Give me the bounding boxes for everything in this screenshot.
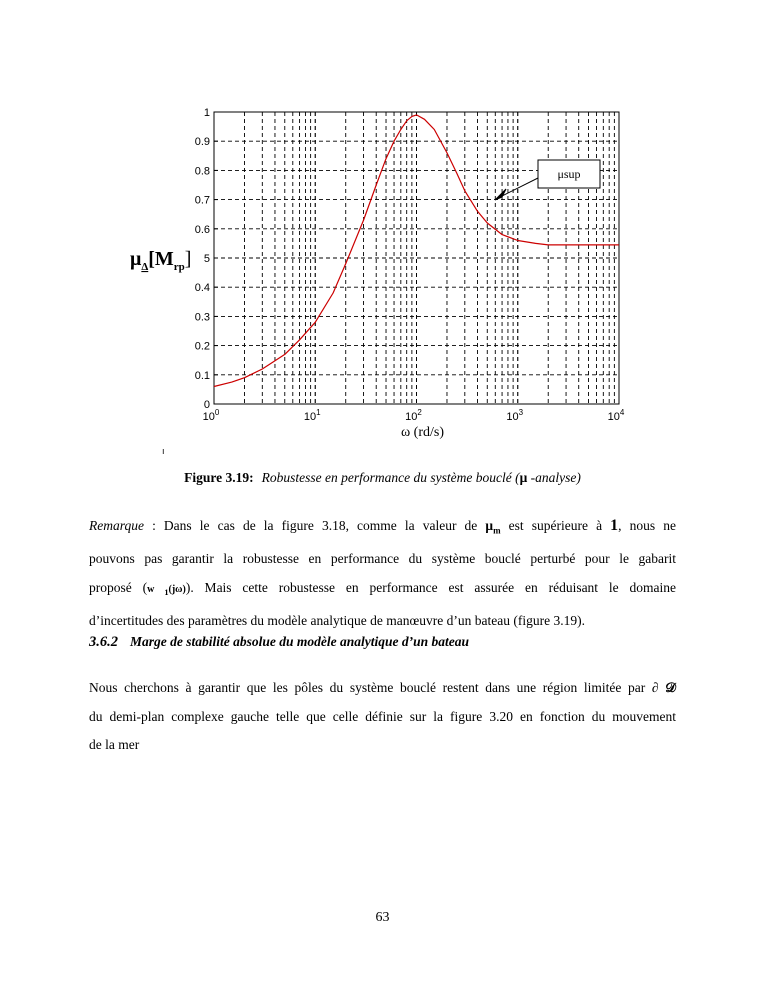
remark-line-1 <box>89 512 676 545</box>
stray-mark: ı <box>162 446 165 456</box>
figure-3-19 <box>120 100 660 460</box>
mu-symbol: μ <box>485 518 494 533</box>
w-subscript: 1 <box>164 587 169 597</box>
x-tick-label: $10^4$ <box>607 408 625 423</box>
w-symbol: w <box>147 583 155 595</box>
para2-line-2: du demi-plan complexe gauche telle que celle définie sur la figure 3.20 en fonction du mouvement <box>89 708 676 724</box>
caption-label: Figure 3.19: <box>184 470 254 485</box>
remark-text: proposé ( <box>89 579 148 595</box>
y-tick-label: 0.2 <box>194 340 210 353</box>
para2-line-1 <box>89 674 676 703</box>
mu-m-symbol <box>485 518 501 536</box>
value-one: 1 <box>610 517 619 534</box>
remark-text: ). Mais cette robustesse en performance est assurée en réduisant le domaine <box>185 579 677 595</box>
remark-line-2: pouvons pas garantir la robustesse en performance du système bouclé perturbé pour le gabarit <box>89 551 676 567</box>
para2-text: Nous cherchons à garantir que les pôles du système bouclé restent dans une région limitée par <box>89 680 652 695</box>
section-heading <box>89 634 469 651</box>
section-title: Marge de stabilité absolue du modèle analytique d’un bateau <box>130 634 470 649</box>
x-tick-label: $10^2$ <box>405 408 422 423</box>
remark-lead: Remarque <box>89 518 144 533</box>
y-tick-label: 1 <box>203 107 210 119</box>
remark-line-3 <box>89 574 676 608</box>
remark-text: est supérieure à <box>500 518 611 533</box>
remark-line-4: d’incertitudes des paramètres du modèle analytique de manœuvre d’un bateau (figure 3.19). <box>89 613 585 629</box>
y-tick-label: 0 <box>203 399 210 411</box>
remark-paragraph <box>89 512 676 636</box>
y-tick-label: 0.4 <box>194 282 210 295</box>
y-axis-label: $\mu_\Delta[M_{rp}]$ <box>130 248 192 273</box>
annotation-label: μsup <box>557 167 581 181</box>
y-tick-label: 0.1 <box>194 369 210 382</box>
y-tick-label: 0.6 <box>194 223 210 236</box>
figure-caption <box>0 470 765 486</box>
y-tick-label: 5 <box>203 253 210 265</box>
x-axis-label: ω (rd/s) <box>400 425 445 440</box>
x-tick-label: $10^3$ <box>506 408 524 423</box>
x-tick-label: $10^0$ <box>202 408 220 423</box>
mu-analysis-chart <box>120 100 660 460</box>
w1-symbol <box>147 584 186 595</box>
para2-line-3: de la mer <box>89 737 140 752</box>
w-argument: (jω) <box>168 583 186 595</box>
mu-subscript: m <box>493 525 501 536</box>
y-tick-label: 0.9 <box>194 136 210 149</box>
caption-text-before: Robustesse en performance du système bouclé ( <box>261 470 520 485</box>
page-number: 63 <box>375 910 390 925</box>
x-tick-label: $10^1$ <box>303 408 321 423</box>
y-tick-label: 0.7 <box>194 194 210 207</box>
remark-text: : Dans le cas de la figure 3.18, comme la valeur de <box>143 518 486 533</box>
caption-mu: μ <box>519 470 528 485</box>
section-number: 3.6.2 <box>89 634 118 650</box>
caption-text-after: -analyse) <box>527 470 581 485</box>
y-tick-label: 0.8 <box>194 165 210 178</box>
y-tick-label: 0.3 <box>194 311 210 324</box>
remark-text: , nous ne <box>618 518 676 533</box>
region-symbol: ∂ 𝒟 <box>651 680 676 695</box>
stability-paragraph <box>89 674 676 760</box>
